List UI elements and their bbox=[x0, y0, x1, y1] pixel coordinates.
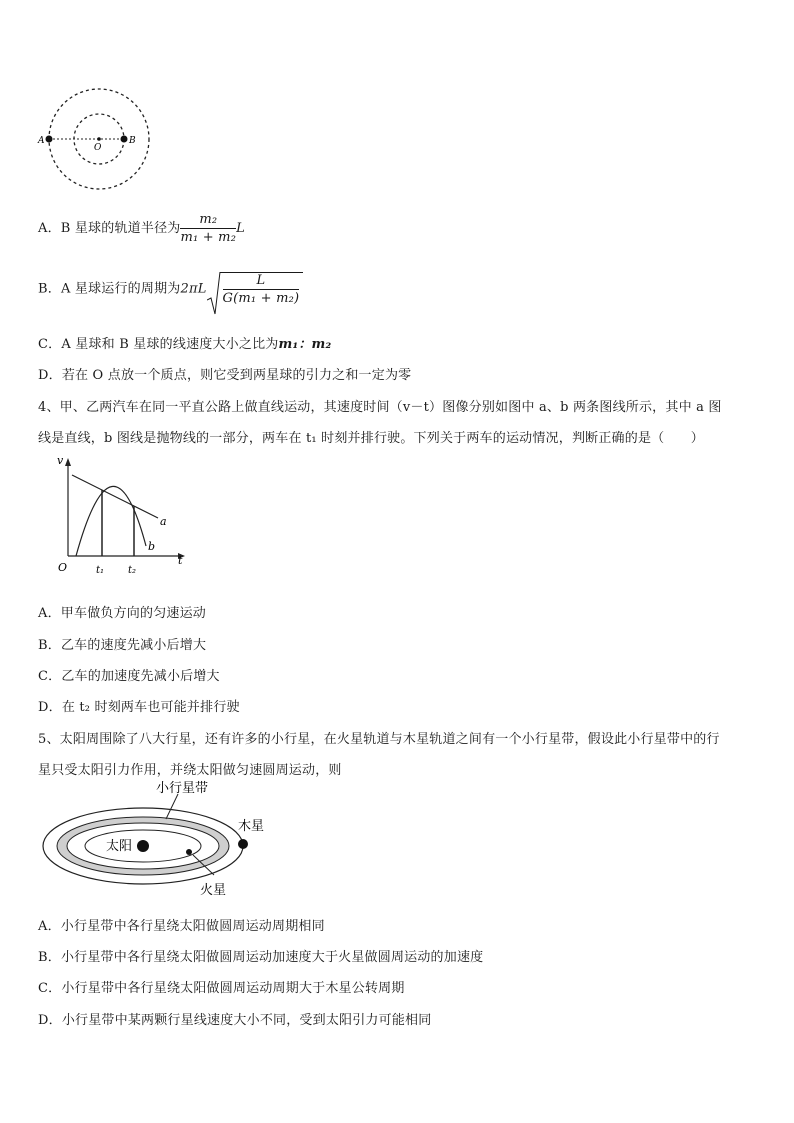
q5-option-d: D．小行星带中某两颗行星线速度大小不同，受到太阳引力可能相同 bbox=[38, 1013, 432, 1028]
label-belt: 小行星带 bbox=[156, 781, 209, 796]
q5-option-b: B．小行星带中各行星绕太阳做圆周运动加速度大于火星做圆周运动的加速度 bbox=[38, 950, 484, 965]
label-a-line: a bbox=[160, 515, 167, 528]
q4-stem-line-1: 4、甲、乙两汽车在同一平直公路上做直线运动，其速度时间（v－t）图像分别如图中 a、b 两条图线所示，其中 a 图 bbox=[38, 400, 722, 415]
vt-graph bbox=[38, 452, 188, 582]
line-a bbox=[72, 475, 158, 518]
label-v: v bbox=[57, 454, 64, 467]
option-a-fraction: $\frac{\text{m₂}}{\text{m₁ + m₂}}$ bbox=[180, 212, 237, 245]
label-sun: 太阳 bbox=[106, 839, 133, 854]
label-o: O bbox=[94, 143, 102, 153]
binary-star-figure bbox=[36, 82, 160, 194]
q4-option-b: B．乙车的速度先减小后增大 bbox=[38, 638, 207, 653]
q5-stem-line-2: 星只受太阳引力作用，并绕太阳做匀速圆周运动，则 bbox=[38, 763, 342, 778]
label-origin: O bbox=[58, 561, 68, 574]
center-o-dot bbox=[97, 137, 101, 141]
star-b-dot bbox=[121, 136, 128, 143]
q4-option-c: C．乙车的加速度先减小后增大 bbox=[38, 669, 220, 684]
q3-option-a: A．B 星球的轨道半径为 $\frac{\text{m₂}}{\text{m₁ + m₂}}$ L bbox=[38, 212, 245, 245]
label-b-curve: b bbox=[148, 540, 156, 553]
label-b: B bbox=[129, 136, 136, 146]
sun-dot bbox=[137, 840, 149, 852]
q5-option-c: C．小行星带中各行星绕太阳做圆周运动周期大于木星公转周期 bbox=[38, 981, 405, 996]
jupiter-dot bbox=[238, 839, 248, 849]
q3-option-d: D．若在 O 点放一个质点，则它受到两星球的引力之和一定为零 bbox=[38, 368, 412, 383]
label-a: A bbox=[38, 136, 45, 146]
q4-stem-line-2: 线是直线，b 图线是抛物线的一部分，两车在 t₁ 时刻并排行驶。下列关于两车的运动情况，判断正确的是（ ） bbox=[38, 431, 704, 446]
q4-option-a: A．甲车做负方向的匀速运动 bbox=[38, 606, 206, 621]
q5-stem-line-1: 5、太阳周围除了八大行星，还有许多的小行星，在火星轨道与木星轨道之间有一个小行星带，假设此小行星带中的行 bbox=[38, 732, 720, 747]
mars-dot bbox=[186, 849, 192, 855]
label-jupiter: 木星 bbox=[238, 819, 265, 834]
radical-sign-icon bbox=[207, 272, 221, 316]
sqrt-expression: $\frac{L}{\text{G(m₁ + m₂)}}$ bbox=[207, 272, 304, 306]
q5-option-a: A．小行星带中各行星绕太阳做圆周运动周期相同 bbox=[38, 919, 325, 934]
q4-option-d: D．在 t₂ 时刻两车也可能并排行驶 bbox=[38, 700, 240, 715]
q3-option-c: C．A 星球和 B 星球的线速度大小之比为m₁：m₂ bbox=[38, 337, 332, 352]
curve-b bbox=[76, 486, 146, 556]
label-t1: t₁ bbox=[96, 565, 105, 576]
label-t: t bbox=[178, 554, 183, 567]
label-mars: 火星 bbox=[200, 883, 227, 898]
label-t2: t₂ bbox=[128, 565, 137, 576]
star-a-dot bbox=[46, 136, 53, 143]
q3-option-b: B．A 星球运行的周期为2πL $\frac{L}{\text{G(m₁ + m₂)}}$ bbox=[38, 272, 303, 306]
asteroid-belt-figure bbox=[38, 780, 288, 910]
